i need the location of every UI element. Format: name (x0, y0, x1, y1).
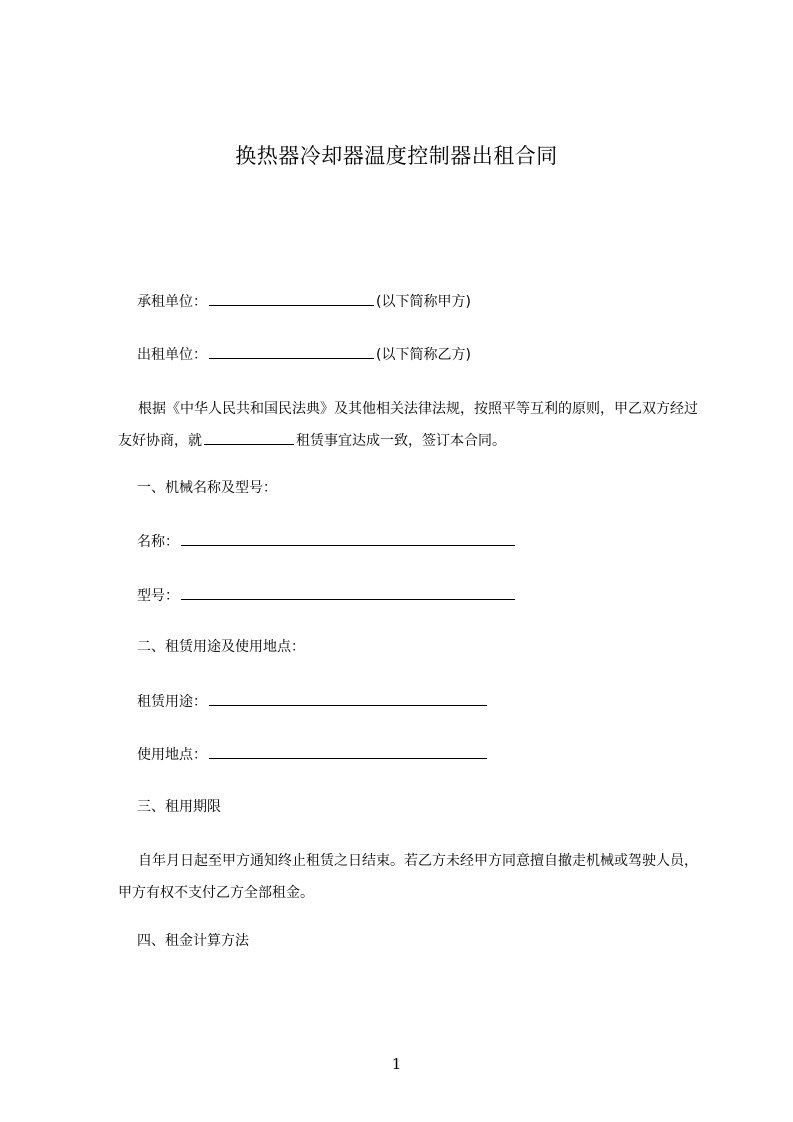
lessor-line (137, 344, 471, 365)
location-line (137, 744, 489, 765)
lessor-label: 出租单位： (137, 347, 207, 363)
section1-heading: 一、机械名称及型号： (137, 480, 277, 496)
preamble-text-2: 租赁事宜达成一致，签订本合同。 (296, 433, 506, 449)
section3-body: 自年月日起至甲方通知终止租赁之日结束。若乙方未经甲方同意擅自撤走机械或驾驶人员，甲方有权不支付乙方全部租金。 (118, 853, 698, 901)
section4-heading: 四、租金计算方法 (137, 933, 249, 949)
lessee-blank[interactable] (209, 291, 374, 306)
location-label: 使用地点： (137, 747, 207, 763)
section2-heading: 二、租赁用途及使用地点： (137, 639, 305, 655)
lessor-suffix: (以下简称乙方) (376, 347, 471, 363)
machine-name-label: 名称： (137, 534, 179, 550)
document-title: 换热器冷却器温度控制器出租合同 (235, 144, 558, 168)
preamble-text-1: 根据《中华人民共和国民法典》及其他相关法律法规，按照平等互利的原则，甲乙双方经过友好协商，就 (118, 401, 698, 449)
lessee-suffix: (以下简称甲方) (376, 294, 471, 310)
location-blank[interactable] (209, 744, 487, 759)
lessor-blank[interactable] (209, 344, 374, 359)
lessee-label: 承租单位： (137, 294, 207, 310)
purpose-line (137, 691, 489, 712)
machine-model-label: 型号： (137, 588, 179, 604)
section3-heading: 三、租用期限 (137, 799, 221, 815)
machine-model-blank[interactable] (181, 585, 515, 600)
machine-name-line (137, 531, 517, 552)
machine-model-line (137, 585, 517, 606)
subject-blank[interactable] (204, 430, 294, 445)
lessee-line (137, 291, 471, 312)
purpose-label: 租赁用途： (137, 694, 207, 710)
page-number: 1 (391, 1055, 402, 1073)
machine-name-blank[interactable] (181, 531, 515, 546)
preamble-paragraph (118, 393, 708, 457)
purpose-blank[interactable] (209, 691, 487, 706)
